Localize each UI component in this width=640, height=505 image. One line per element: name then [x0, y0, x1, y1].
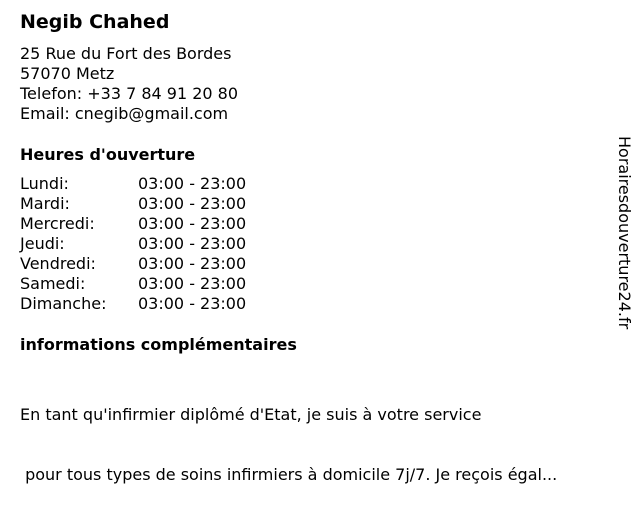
hours-row-wednesday [20, 214, 246, 234]
hours-row-saturday [20, 274, 246, 294]
hours-row-friday [20, 254, 246, 274]
info-line-2: pour tous types de soins infirmiers à domicile 7j/7. Je reçois égal... [20, 465, 558, 484]
day-label: Dimanche: [20, 294, 107, 313]
time-range: 03:00 - 23:00 [138, 174, 247, 193]
business-name: Negib Chahed [20, 11, 170, 33]
hours-row-monday [20, 174, 246, 194]
hours-heading: Heures d'ouverture [20, 145, 196, 164]
time-range: 03:00 - 23:00 [138, 254, 247, 273]
day-label: Lundi: [20, 174, 69, 193]
hours-row-tuesday [20, 194, 246, 214]
time-range: 03:00 - 23:00 [138, 214, 247, 233]
site-watermark: Horairesdouverture24.fr [615, 136, 634, 330]
hours-row-sunday [20, 294, 246, 314]
time-range: 03:00 - 23:00 [138, 274, 247, 293]
address-city: 57070 Metz [20, 64, 115, 83]
time-range: 03:00 - 23:00 [138, 294, 247, 313]
day-label: Jeudi: [20, 234, 65, 253]
info-line-1: En tant qu'infirmier diplômé d'Etat, je suis à votre service [20, 405, 482, 424]
info-heading: informations complémentaires [20, 335, 297, 354]
opening-hours-list [20, 174, 246, 314]
phone-number: Telefon: +33 7 84 91 20 80 [20, 84, 239, 103]
time-range: 03:00 - 23:00 [138, 234, 247, 253]
time-range: 03:00 - 23:00 [138, 194, 247, 213]
address-street: 25 Rue du Fort des Bordes [20, 44, 232, 63]
contact-block [20, 44, 238, 124]
day-label: Mercredi: [20, 214, 95, 233]
day-label: Samedi: [20, 274, 86, 293]
hours-row-thursday [20, 234, 246, 254]
info-description [20, 365, 620, 505]
day-label: Mardi: [20, 194, 70, 213]
day-label: Vendredi: [20, 254, 96, 273]
email-address: Email: cnegib@gmail.com [20, 104, 229, 123]
